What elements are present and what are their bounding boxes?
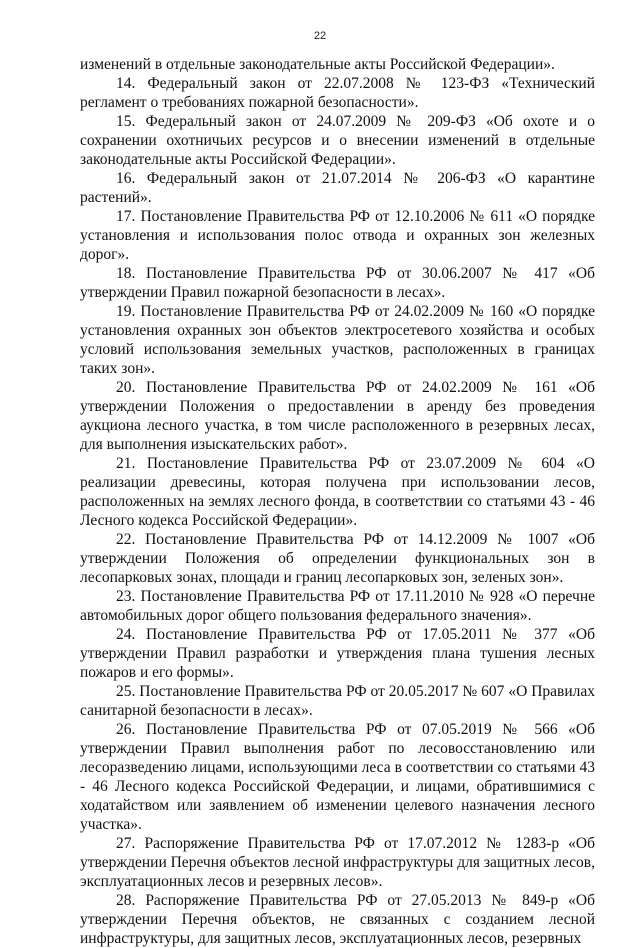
item-text: Постановление Правительства РФ от 17.11.2010 № 928 «О перечне автомобильных дорог общего пользования федерального значения».	[80, 588, 595, 624]
item-text: Постановление Правительства РФ от 07.05.2019 № 566 «Об утверждении Правил выполнения работ по лесовосстановлению или лесоразведению лицами, использующими леса в соответствии со статьями 43 - 46 Лесного кодекса Российской Федерации, и лицами, обратившимися с ходатайством или заявлением об изменении целевого назначения лесного участка».	[80, 721, 596, 833]
item-text: Федеральный закон от 22.07.2008 № 123-ФЗ «Технический регламент о требованиях пожарной безопасности».	[80, 75, 595, 111]
item-text: Федеральный закон от 24.07.2009 № 209-ФЗ «Об охоте и о сохранении охотничьих ресурсов и о внесении изменений в отдельные законодательные акты Российской Федерации».	[80, 113, 596, 168]
item-text: Постановление Правительства РФ от 24.02.2009 № 160 «О порядке установления охранных зон объектов электросетевого хозяйства и особых условий использования земельных участков, расположенных в границах таких зон».	[80, 303, 596, 377]
item-text: Постановление Правительства РФ от 24.02.2009 № 161 «Об утверждении Положения о предоставлении в аренду без проведения аукциона лесного участка, в том числе расположенного в резервных лесах, для выполнения изыскательских работ».	[80, 379, 596, 453]
item-number: 14.	[116, 75, 136, 92]
list-item-21	[80, 454, 595, 530]
item-number: 16.	[116, 170, 136, 187]
item-text: Постановление Правительства РФ от 17.05.2011 № 377 «Об утверждении Правил разработки и утверждения плана тушения лесных пожаров и его формы».	[80, 626, 595, 681]
list-item-18	[80, 264, 595, 302]
item-number: 21.	[116, 455, 136, 472]
item-text: Постановление Правительства РФ от 12.10.2006 № 611 «О порядке установления и использования полос отвода и охранных зон железных дорог».	[80, 208, 596, 263]
list-item-27	[80, 834, 595, 891]
item-number: 27.	[116, 835, 136, 852]
item-text: Постановление Правительства РФ от 14.12.2009 № 1007 «Об утверждении Положения об определении функциональных зон в лесопарковых зонах, площади и границ лесопарковых зон, зеленых зон».	[80, 531, 596, 586]
list-item-28	[80, 891, 595, 948]
list-item-25	[80, 682, 595, 720]
list-item-16	[80, 169, 595, 207]
item-number: 18.	[116, 265, 136, 282]
item-number: 20.	[116, 379, 136, 396]
list-item-20	[80, 378, 595, 454]
item-text: Распоряжение Правительства РФ от 27.05.2013 № 849-р «Об утверждении Перечня объектов, не связанных с созданием лесной инфраструктуры, для защитных лесов, эксплуатационных лесов, резервных	[80, 892, 596, 947]
item-number: 28.	[116, 892, 136, 909]
item-text: Постановление Правительства РФ от 30.06.2007 № 417 «Об утверждении Правил пожарной безопасности в лесах».	[80, 265, 596, 301]
paragraph-continuation	[80, 55, 595, 74]
item-number: 24.	[116, 626, 136, 643]
item-text: Федеральный закон от 21.07.2014 № 206-ФЗ «О карантине растений».	[80, 170, 595, 206]
paragraph-text: изменений в отдельные законодательные акты Российской Федерации».	[80, 56, 555, 73]
item-text: Постановление Правительства РФ от 23.07.2009 № 604 «О реализации древесины, которая получена при использовании лесов, расположенных на землях лесного фонда, в соответствии со статьями 43 - 46 Лесного кодекса Российской Федерации».	[80, 455, 595, 529]
document-body	[80, 55, 595, 948]
item-number: 25.	[116, 683, 136, 700]
item-text: Постановление Правительства РФ от 20.05.2017 № 607 «О Правилах санитарной безопасности в лесах».	[80, 683, 595, 719]
page-number: 22	[313, 30, 327, 42]
list-item-22	[80, 530, 595, 587]
list-item-17	[80, 207, 595, 264]
item-number: 19.	[116, 303, 136, 320]
item-number: 26.	[116, 721, 136, 738]
list-item-14	[80, 74, 595, 112]
item-number: 22.	[116, 531, 136, 548]
item-number: 17.	[116, 208, 136, 225]
item-number: 15.	[116, 113, 136, 130]
list-item-19	[80, 302, 595, 378]
item-number: 23.	[116, 588, 136, 605]
list-item-26	[80, 720, 595, 834]
item-text: Распоряжение Правительства РФ от 17.07.2012 № 1283-р «Об утверждении Перечня объектов лесной инфраструктуры для защитных лесов, эксплуатационных лесов и резервных лесов».	[80, 835, 596, 890]
list-item-15	[80, 112, 595, 169]
list-item-24	[80, 625, 595, 682]
list-item-23	[80, 587, 595, 625]
